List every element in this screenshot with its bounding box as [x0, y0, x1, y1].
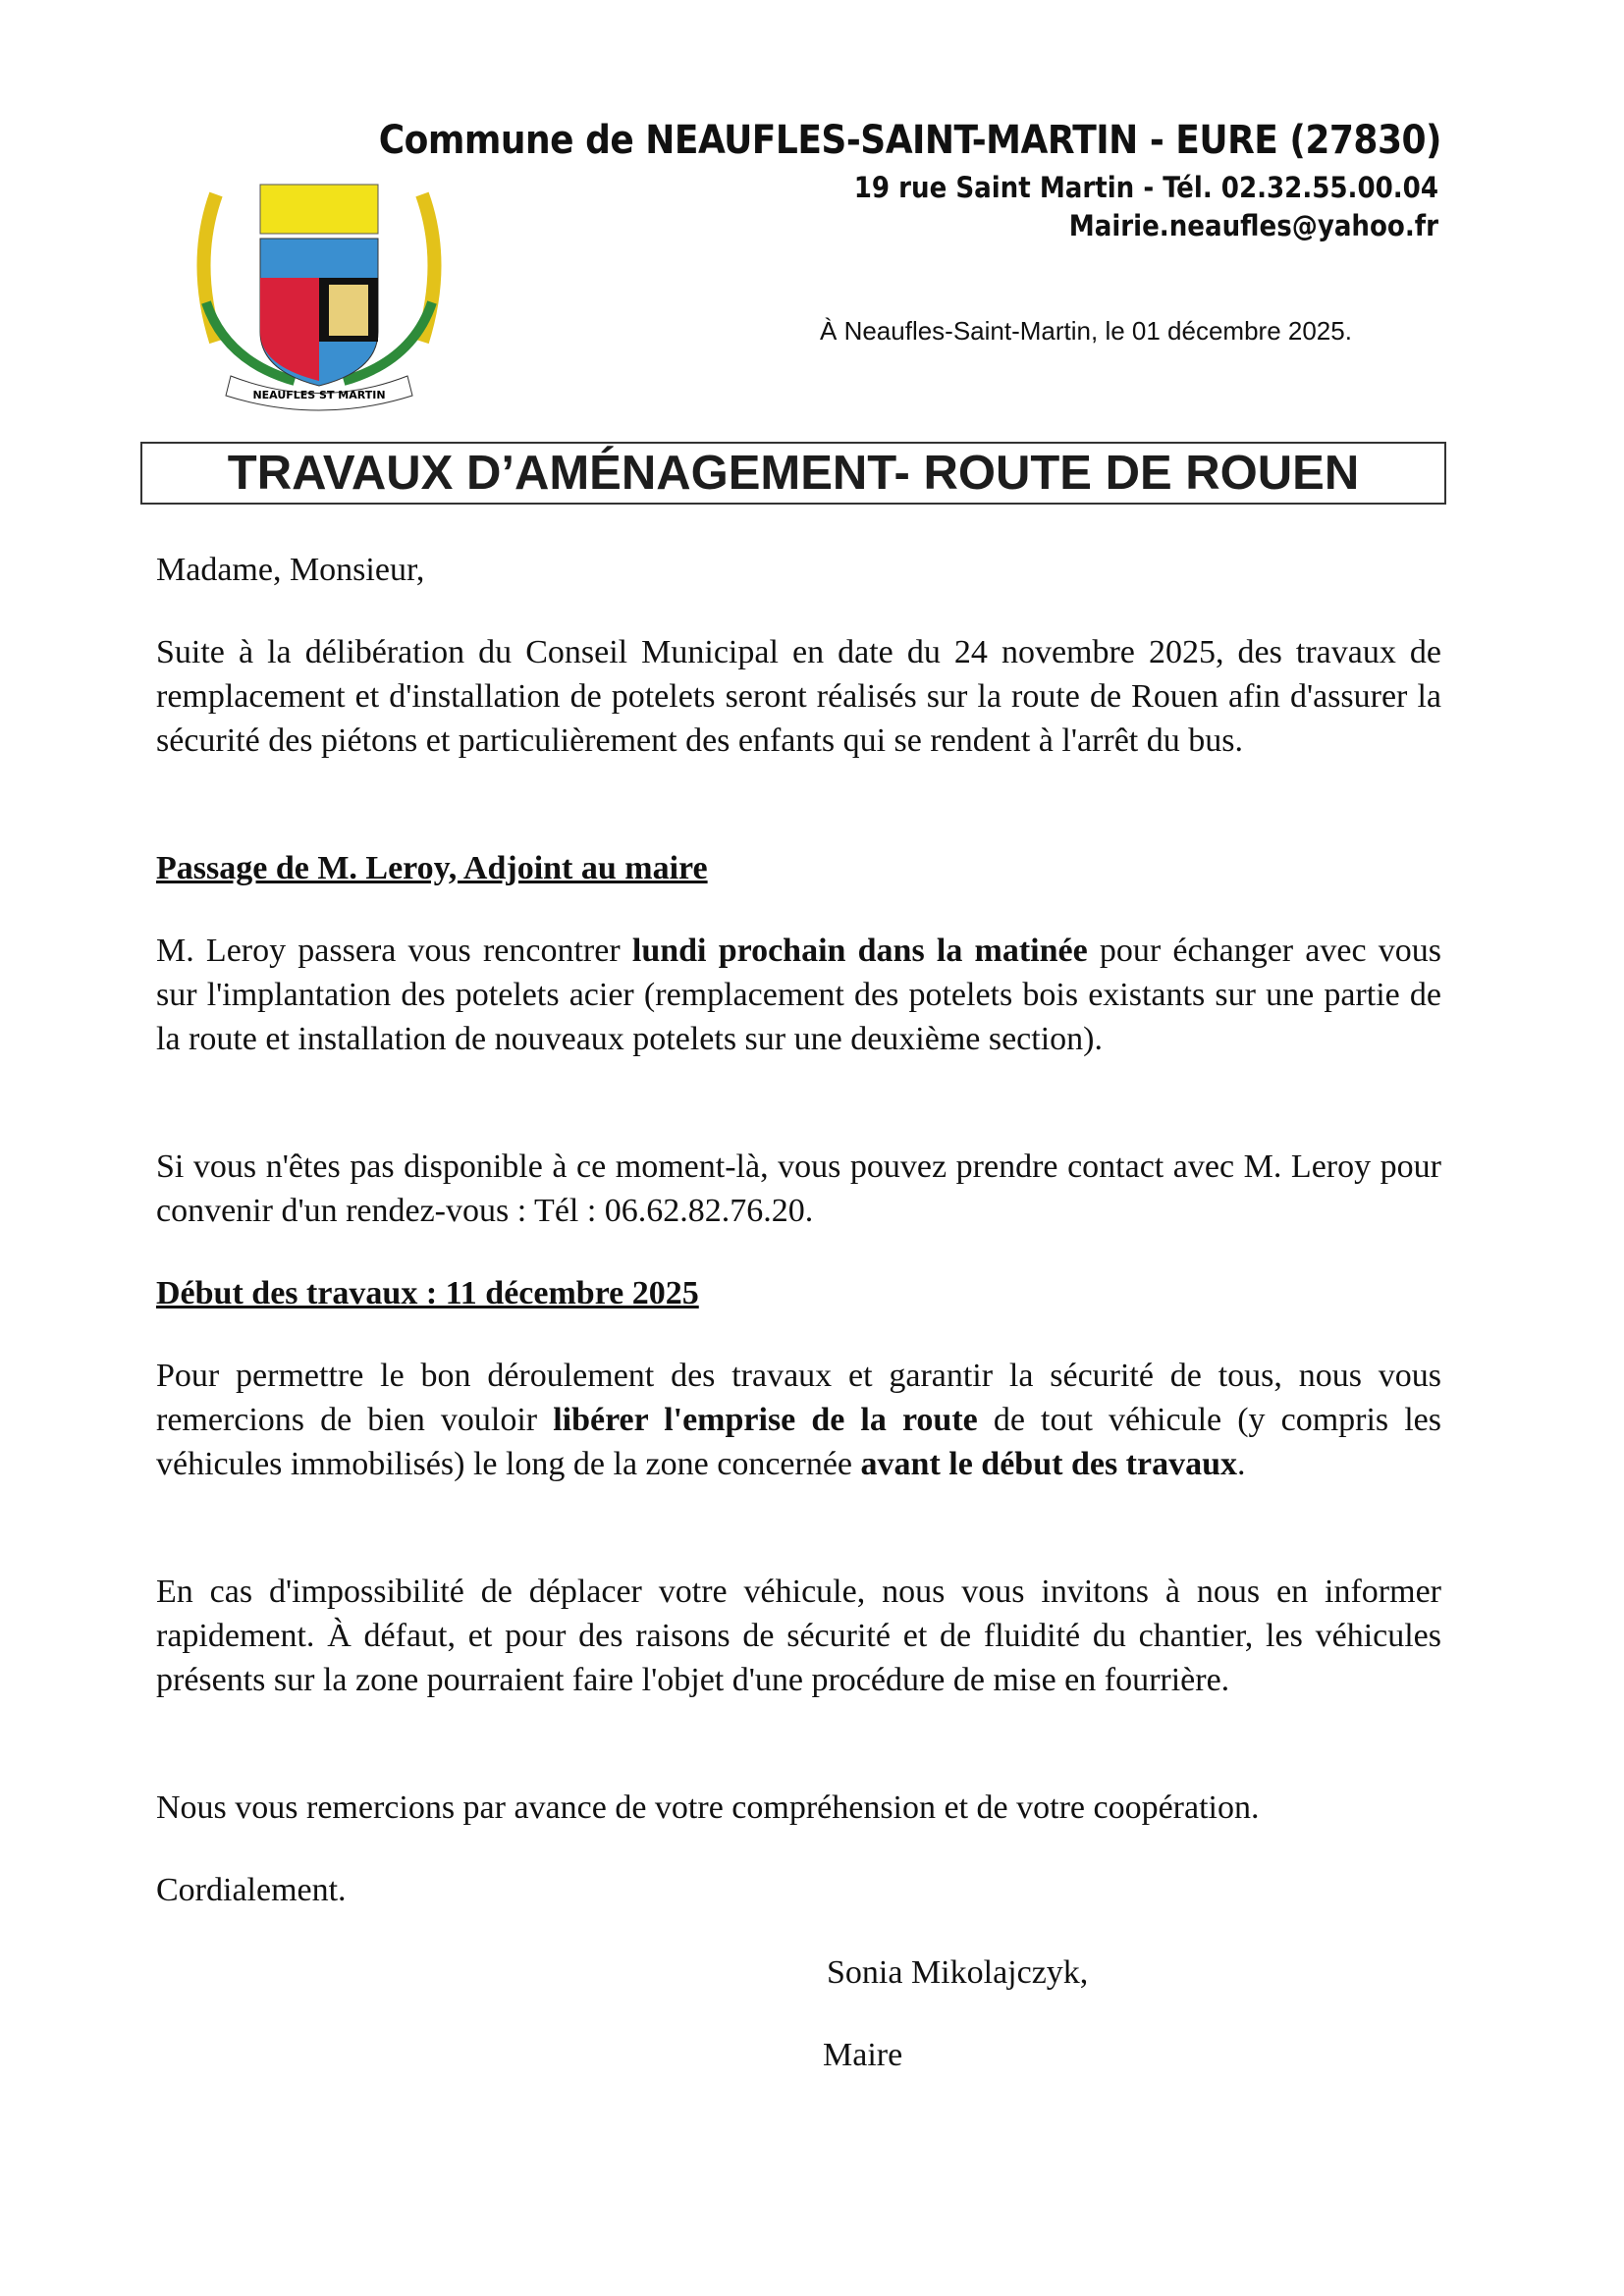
- heading-debut-travaux: Début des travaux : 11 décembre 2025: [156, 1275, 699, 1311]
- greeting: Madame, Monsieur,: [156, 552, 425, 588]
- coat-of-arms-logo: [187, 175, 452, 415]
- svg-text:NEAUFLES ST MARTIN: NEAUFLES ST MARTIN: [252, 389, 386, 401]
- bold-text: libérer l'emprise de la route: [553, 1402, 978, 1438]
- paragraph-2: [156, 929, 1441, 1061]
- paragraph-5: En cas d'impossibilité de déplacer votre véhicule, nous vous invitons à nous en informer rapidement. À défaut, et pour des raisons de sécurité et de fluidité du chantier, les véhicules présents sur la zone pourraient faire l'objet d'une procédure de mise en fourrière.: [156, 1574, 1441, 1698]
- date-line: À Neaufles-Saint-Martin, le 01 décembre 2025.: [820, 316, 1352, 346]
- commune-name: Commune de NEAUFLES-SAINT-MARTIN - EURE (27830): [378, 118, 1441, 163]
- email: Mairie.neaufles@yahoo.fr: [1068, 209, 1438, 242]
- signatory-role: Maire: [823, 2037, 903, 2073]
- text: M. Leroy passera vous rencontrer: [156, 933, 632, 969]
- text: pour échanger avec vous sur l'implantation des potelets acier (remplacement des potelets bois existants sur une partie de la route et installation de nouveaux potelets sur une deuxième section).: [156, 933, 1441, 1057]
- bold-text: lundi prochain dans la matinée: [631, 933, 1088, 969]
- paragraph-6: Nous vous remercions par avance de votre compréhension et de votre coopération.: [156, 1789, 1260, 1826]
- paragraph-1: Suite à la délibération du Conseil Municipal en date du 24 novembre 2025, des travaux de remplacement et d'installation de potelets seront réalisés sur la route de Rouen afin d'assurer la sécurité des piétons et particulièrement des enfants qui se rendent à l'arrêt du bus.: [156, 634, 1441, 759]
- closing: Cordialement.: [156, 1872, 347, 1908]
- signatory-name: Sonia Mikolajczyk,: [827, 1954, 1089, 1991]
- heading-passage: Passage de M. Leroy, Adjoint au maire: [156, 850, 708, 886]
- paragraph-3: Si vous n'êtes pas disponible à ce moment-là, vous pouvez prendre contact avec M. Leroy pour convenir d'un rendez-vous : Tél : 06.62.82.76.20.: [156, 1148, 1441, 1229]
- paragraph-4: [156, 1354, 1441, 1486]
- address-phone: 19 rue Saint Martin - Tél. 02.32.55.00.04: [853, 171, 1438, 204]
- text: de tout véhicule (y compris les véhicules immobilisés) le long de la zone concernée: [156, 1402, 1441, 1482]
- bold-text: avant le début des travaux: [860, 1446, 1237, 1482]
- document-title: TRAVAUX D’AMÉNAGEMENT- ROUTE DE ROUEN: [140, 442, 1446, 505]
- text: .: [1237, 1446, 1246, 1482]
- text: Pour permettre le bon déroulement des travaux et garantir la sécurité de tous, nous vous remercions de bien vouloir: [156, 1358, 1441, 1438]
